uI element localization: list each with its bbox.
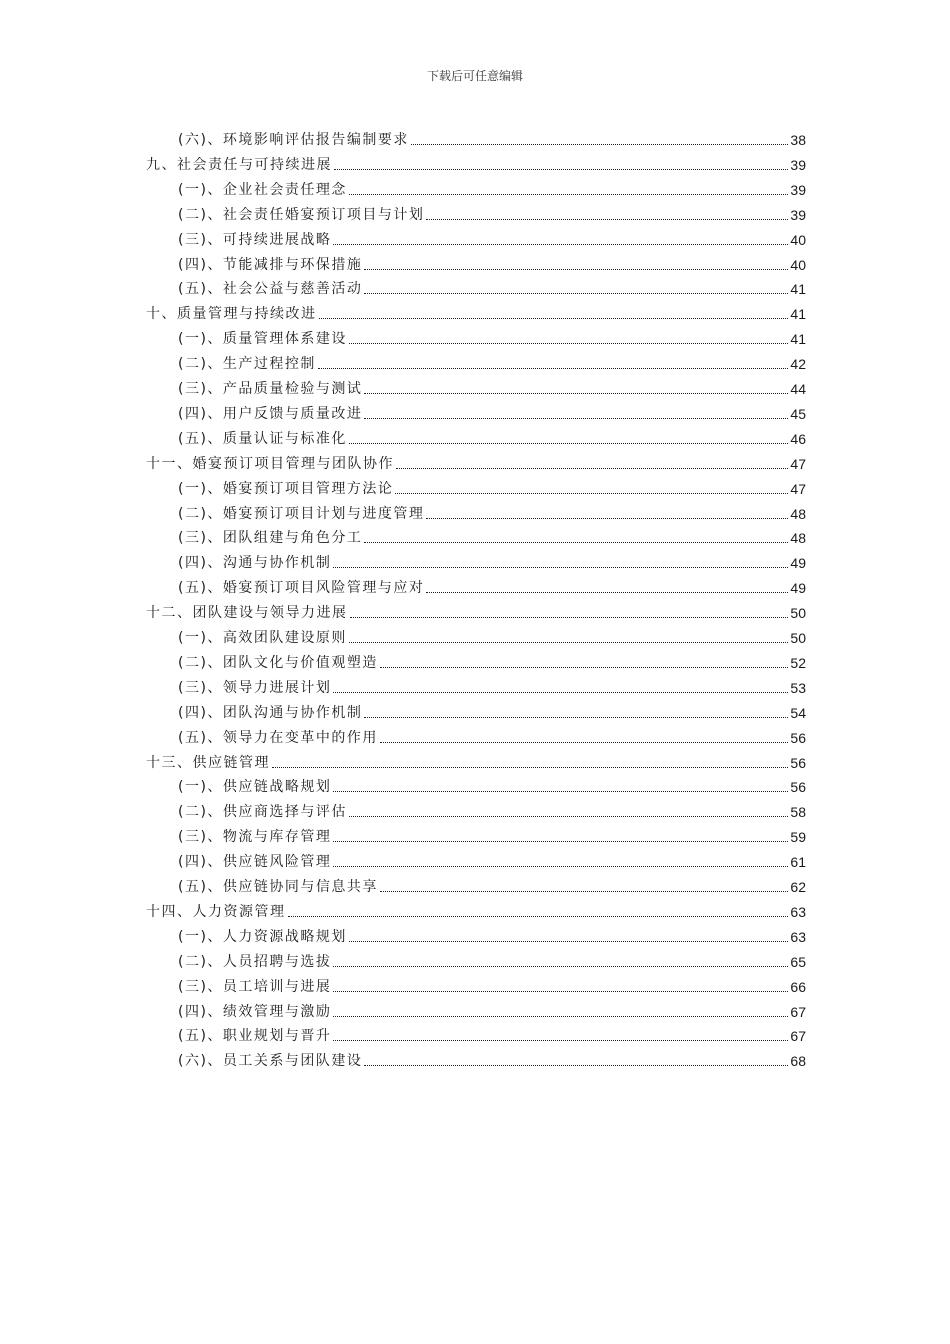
toc-dot-leader: [333, 244, 788, 245]
toc-entry-title: 九、社会责任与可持续进展: [146, 156, 332, 173]
toc-section-row[interactable]: [178, 872, 806, 896]
toc-page-number: 61: [790, 854, 806, 871]
toc-entry-title: (三)、产品质量检验与测试: [178, 381, 363, 397]
toc-page-number: 40: [790, 256, 806, 273]
toc-dot-leader: [333, 841, 788, 842]
toc-entry-title: (三)、可持续进展战略: [178, 231, 332, 248]
toc-dot-leader: [350, 617, 789, 618]
toc-entry-title: (一)、供应链战略规划: [178, 779, 332, 796]
toc-section-row[interactable]: [178, 772, 806, 796]
toc-dot-leader: [364, 1065, 788, 1066]
toc-page-number: 56: [790, 779, 806, 796]
toc-page-number: 63: [790, 903, 806, 920]
toc-section-row[interactable]: [178, 274, 806, 298]
toc-dot-leader: [380, 667, 788, 668]
toc-page-number: 52: [790, 654, 806, 671]
toc-section-row[interactable]: [178, 972, 806, 996]
toc-entry-title: (二)、生产过程控制: [178, 356, 316, 373]
toc-entry-title: (二)、婚宴预订项目计划与进度管理: [178, 505, 425, 522]
toc-section-row[interactable]: [178, 997, 806, 1021]
toc-dot-leader: [364, 418, 788, 419]
toc-entry-title: (一)、质量管理体系建设: [178, 331, 347, 348]
toc-entry-title: (四)、沟通与协作机制: [178, 555, 332, 572]
toc-entry-title: (五)、社会公益与慈善活动: [178, 281, 363, 298]
toc-entry-title: (二)、团队文化与价值观塑造: [178, 654, 378, 671]
toc-dot-leader: [380, 891, 788, 892]
toc-section-row[interactable]: [178, 573, 806, 597]
toc-entry-title: (四)、团队沟通与协作机制: [178, 704, 363, 721]
toc-section-row[interactable]: [178, 822, 806, 846]
toc-page-number: 59: [790, 829, 806, 846]
toc-section-row[interactable]: [178, 399, 806, 423]
toc-dot-leader: [411, 144, 788, 145]
toc-chapter-row[interactable]: [146, 748, 806, 772]
toc-page-number: 66: [790, 978, 806, 995]
toc-page-number: 48: [790, 505, 806, 522]
toc-dot-leader: [349, 816, 788, 817]
toc-entry-title: (三)、团队组建与角色分工: [178, 530, 363, 547]
toc-entry-title: 十四、人力资源管理: [146, 903, 286, 920]
toc-page-number: 65: [790, 953, 806, 970]
toc-page-number: 45: [790, 405, 806, 422]
toc-dot-leader: [333, 1016, 788, 1017]
toc-section-row[interactable]: [178, 1021, 806, 1045]
toc-page-number: 67: [790, 1028, 806, 1045]
toc-entry-title: (一)、企业社会责任理念: [178, 181, 347, 198]
toc-entry-title: (三)、员工培训与进展: [178, 978, 332, 995]
toc-entry-title: (二)、人员招聘与选拔: [178, 953, 332, 970]
toc-chapter-row[interactable]: [146, 150, 806, 174]
toc-section-row[interactable]: [178, 374, 806, 398]
toc-entry-title: (一)、婚宴预订项目管理方法论: [178, 480, 394, 497]
toc-entry-title: (四)、供应链风险管理: [178, 854, 332, 871]
toc-page-number: 50: [790, 630, 806, 646]
toc-dot-leader: [364, 269, 788, 270]
toc-page-number: 46: [790, 430, 806, 447]
toc-page-number: 67: [790, 1003, 806, 1020]
toc-section-row[interactable]: [178, 474, 806, 498]
toc-dot-leader: [380, 742, 788, 743]
toc-dot-leader: [426, 219, 788, 220]
toc-dot-leader: [333, 966, 788, 967]
toc-dot-leader: [333, 791, 788, 792]
toc-section-row[interactable]: [178, 922, 806, 946]
toc-chapter-row[interactable]: [146, 299, 806, 323]
toc-dot-leader: [349, 642, 788, 643]
toc-entry-title: (三)、物流与库存管理: [178, 829, 332, 846]
toc-section-row[interactable]: [178, 349, 806, 373]
toc-section-row[interactable]: [178, 1046, 806, 1070]
toc-page-number: 41: [790, 306, 806, 323]
toc-chapter-row[interactable]: [146, 449, 806, 473]
toc-chapter-row[interactable]: [146, 897, 806, 921]
toc-entry-title: (二)、社会责任婚宴预订项目与计划: [178, 206, 425, 223]
toc-page-number: 44: [790, 381, 806, 397]
toc-section-row[interactable]: [178, 125, 806, 149]
toc-dot-leader: [318, 368, 788, 369]
toc-entry-title: (五)、婚宴预订项目风险管理与应对: [178, 580, 425, 597]
toc-page-number: 48: [790, 530, 806, 547]
toc-dot-leader: [333, 1040, 788, 1041]
toc-section-row[interactable]: [178, 200, 806, 224]
toc-dot-leader: [364, 393, 788, 394]
toc-entry-title: (一)、高效团队建设原则: [178, 630, 347, 646]
toc-entry-title: (六)、员工关系与团队建设: [178, 1053, 363, 1070]
toc-dot-leader: [364, 542, 788, 543]
toc-section-row[interactable]: [178, 225, 806, 249]
toc-page-number: 41: [790, 281, 806, 298]
toc-entry-title: (二)、供应商选择与评估: [178, 804, 347, 821]
toc-dot-leader: [333, 692, 788, 693]
toc-entry-title: (四)、用户反馈与质量改进: [178, 405, 363, 422]
toc-page-number: 56: [790, 729, 806, 746]
toc-dot-leader: [272, 767, 788, 768]
toc-page-number: 50: [790, 605, 806, 622]
toc-dot-leader: [349, 941, 788, 942]
toc-section-row[interactable]: [178, 548, 806, 572]
toc-dot-leader: [333, 866, 788, 867]
toc-page-number: 39: [790, 181, 806, 198]
toc-dot-leader: [288, 916, 789, 917]
toc-entry-title: (五)、质量认证与标准化: [178, 430, 347, 447]
toc-dot-leader: [396, 468, 788, 469]
toc-page-number: 62: [790, 879, 806, 895]
toc-page-number: 39: [790, 206, 806, 223]
toc-entry-title: (一)、人力资源战略规划: [178, 928, 347, 945]
toc-page-number: 54: [790, 704, 806, 721]
toc-section-row[interactable]: [178, 523, 806, 547]
toc-dot-leader: [333, 567, 788, 568]
toc-section-row[interactable]: [178, 623, 806, 647]
toc-section-row[interactable]: [178, 673, 806, 697]
toc-entry-title: (五)、职业规划与晋升: [178, 1028, 332, 1045]
toc-section-row[interactable]: [178, 648, 806, 672]
toc-page-number: 63: [790, 928, 806, 945]
toc-section-row[interactable]: [178, 797, 806, 821]
toc-entry-title: 十一、婚宴预订项目管理与团队协作: [146, 455, 394, 472]
toc-dot-leader: [426, 518, 788, 519]
toc-entry-title: 十、质量管理与持续改进: [146, 306, 317, 323]
toc-entry-title: (三)、领导力进展计划: [178, 679, 332, 696]
toc-dot-leader: [395, 493, 788, 494]
toc-dot-leader: [426, 592, 788, 593]
toc-section-row[interactable]: [178, 424, 806, 448]
toc-page-number: 47: [790, 455, 806, 472]
header-note: 下载后可任意编辑: [426, 69, 523, 83]
toc-dot-leader: [349, 343, 788, 344]
toc-dot-leader: [333, 991, 788, 992]
toc-dot-leader: [334, 169, 788, 170]
toc-entry-title: (五)、领导力在变革中的作用: [178, 729, 378, 746]
toc-section-row[interactable]: [178, 847, 806, 871]
toc-entry-title: (五)、供应链协同与信息共享: [178, 879, 378, 895]
toc-page-number: 53: [790, 679, 806, 696]
toc-page-number: 49: [790, 580, 806, 597]
toc-page-number: 39: [790, 156, 806, 173]
toc-dot-leader: [364, 717, 788, 718]
toc-section-row[interactable]: [178, 723, 806, 747]
toc-entry-title: (四)、节能减排与环保措施: [178, 256, 363, 273]
toc-entry-title: 十二、团队建设与领导力进展: [146, 605, 348, 622]
toc-page-number: 56: [790, 754, 806, 771]
toc-entry-title: (四)、绩效管理与激励: [178, 1003, 332, 1020]
toc-page-number: 41: [790, 331, 806, 348]
toc-page-number: 42: [790, 356, 806, 373]
toc-page-number: 47: [790, 480, 806, 497]
toc-page-number: 40: [790, 231, 806, 248]
toc-section-row[interactable]: [178, 175, 806, 199]
toc-page-number: 38: [790, 132, 806, 148]
toc-section-row[interactable]: [178, 250, 806, 274]
toc-page-number: 68: [790, 1053, 806, 1070]
toc-section-row[interactable]: [178, 947, 806, 971]
toc-chapter-row[interactable]: [146, 598, 806, 622]
toc-dot-leader: [349, 194, 788, 195]
toc-dot-leader: [319, 318, 789, 319]
toc-page-number: 58: [790, 804, 806, 821]
toc-section-row[interactable]: [178, 324, 806, 348]
toc-entry-title: 十三、供应链管理: [146, 754, 270, 771]
toc-section-row[interactable]: [178, 499, 806, 523]
toc-dot-leader: [349, 443, 788, 444]
toc-section-row[interactable]: [178, 698, 806, 722]
toc-dot-leader: [364, 293, 788, 294]
toc-entry-title: (六)、环境影响评估报告编制要求: [178, 132, 409, 148]
toc-page-number: 49: [790, 555, 806, 572]
